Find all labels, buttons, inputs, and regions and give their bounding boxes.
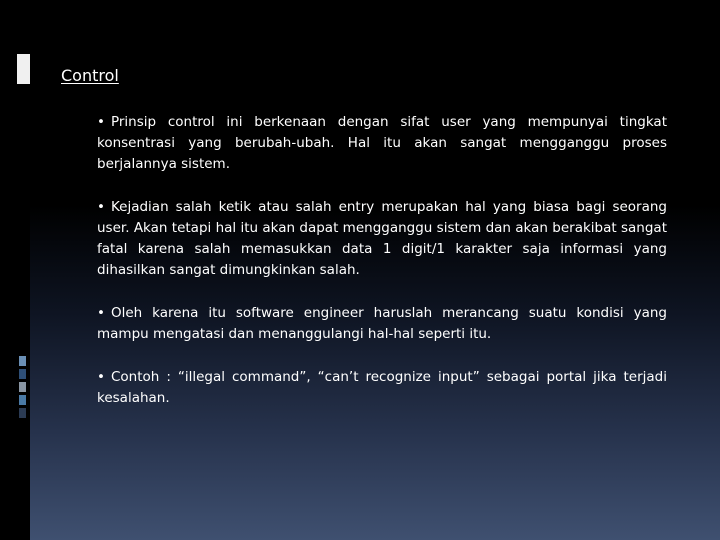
paragraph: [97, 112, 667, 175]
slide-content: [97, 112, 667, 431]
paragraph-text: Kejadian salah ketik atau salah entry merupakan hal yang biasa bagi seorang user. Akan tetapi hal itu akan dapat mengganggu sistem dan akan berakibat sangat fatal karena salah memasukkan data 1 digit/1 karakter saja informasi yang dihasilkan sangat dimungkinkan salah.: [97, 199, 667, 278]
decorative-stripe: [19, 356, 26, 366]
bullet-icon: •: [97, 369, 105, 385]
paragraph: [97, 197, 667, 281]
paragraph-text: Oleh karena itu software engineer haruslah merancang suatu kondisi yang mampu mengatasi dan menanggulangi hal-hal seperti itu.: [97, 305, 667, 342]
decorative-stripe: [19, 369, 26, 379]
paragraph: [97, 303, 667, 345]
paragraph-text: Contoh : “illegal command”, “can’t recognize input” sebagai portal jika terjadi kesalahan.: [97, 369, 667, 406]
bullet-icon: •: [97, 114, 105, 130]
decorative-stripe: [19, 408, 26, 418]
decorative-stripe: [19, 382, 26, 392]
paragraph: [97, 367, 667, 409]
slide-title: Control: [61, 66, 119, 85]
bullet-icon: •: [97, 305, 105, 321]
decorative-stripe: [19, 395, 26, 405]
paragraph-text: Prinsip control ini berkenaan dengan sifat user yang mempunyai tingkat konsentrasi yang berubah-ubah. Hal itu akan sangat mengganggu proses berjalannya sistem.: [97, 114, 667, 172]
bullet-icon: •: [97, 199, 105, 215]
title-accent-block: [17, 54, 30, 84]
